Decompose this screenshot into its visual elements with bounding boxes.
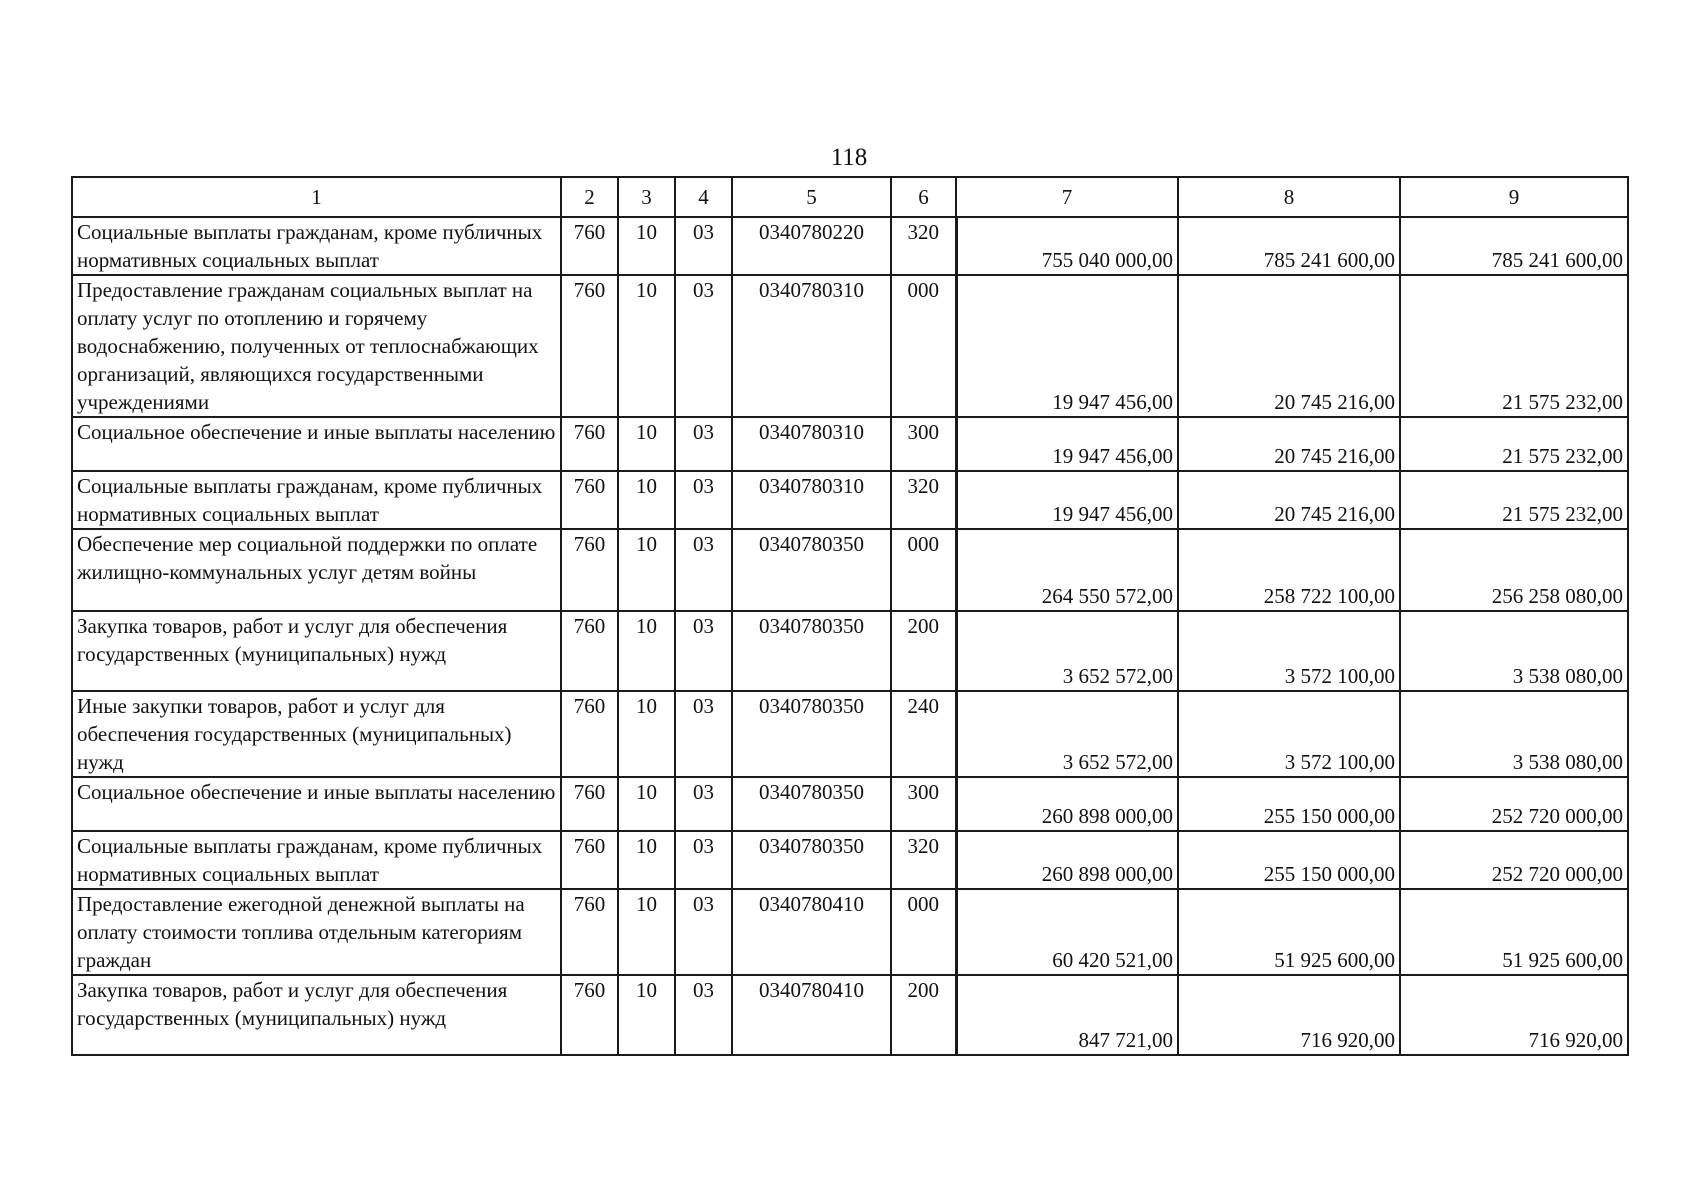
amount-year1-cell: 260 898 000,00 — [956, 777, 1178, 831]
header-cell: 4 — [675, 177, 732, 217]
header-cell: 3 — [618, 177, 675, 217]
table-body — [72, 217, 1628, 1055]
amount-year3-cell: 252 720 000,00 — [1400, 777, 1628, 831]
ministry-code-cell: 760 — [561, 275, 618, 417]
subsection-code-cell: 03 — [675, 831, 732, 889]
row-name-cell: Предоставление гражданам социальных выплат на оплату услуг по отоплению и горячему водоснабжению, полученных от теплоснабжающих организаций, являющихся государственными учреждениями — [72, 275, 561, 417]
amount-year3-cell: 716 920,00 — [1400, 975, 1628, 1055]
header-cell: 8 — [1178, 177, 1400, 217]
section-code-cell: 10 — [618, 831, 675, 889]
row-name-cell: Закупка товаров, работ и услуг для обеспечения государственных (муниципальных) нужд — [72, 611, 561, 691]
expense-type-cell: 000 — [891, 889, 956, 975]
amount-year1-cell: 260 898 000,00 — [956, 831, 1178, 889]
budget-table — [71, 176, 1629, 1056]
table-row — [72, 417, 1628, 471]
amount-year2-cell: 255 150 000,00 — [1178, 777, 1400, 831]
ministry-code-cell: 760 — [561, 831, 618, 889]
header-cell: 5 — [732, 177, 891, 217]
subsection-code-cell: 03 — [675, 417, 732, 471]
header-cell: 2 — [561, 177, 618, 217]
amount-year3-cell: 252 720 000,00 — [1400, 831, 1628, 889]
ministry-code-cell: 760 — [561, 777, 618, 831]
section-code-cell: 10 — [618, 275, 675, 417]
row-name-cell: Социальные выплаты гражданам, кроме публичных нормативных социальных выплат — [72, 831, 561, 889]
target-article-cell: 0340780350 — [732, 611, 891, 691]
subsection-code-cell: 03 — [675, 471, 732, 529]
section-code-cell: 10 — [618, 777, 675, 831]
row-name-cell: Иные закупки товаров, работ и услуг для обеспечения государственных (муниципальных) нужд — [72, 691, 561, 777]
ministry-code-cell: 760 — [561, 691, 618, 777]
expense-type-cell: 200 — [891, 975, 956, 1055]
amount-year1-cell: 755 040 000,00 — [956, 217, 1178, 275]
table-row — [72, 889, 1628, 975]
amount-year2-cell: 785 241 600,00 — [1178, 217, 1400, 275]
target-article-cell: 0340780310 — [732, 275, 891, 417]
amount-year2-cell: 20 745 216,00 — [1178, 471, 1400, 529]
amount-year1-cell: 3 652 572,00 — [956, 691, 1178, 777]
section-code-cell: 10 — [618, 217, 675, 275]
row-name-cell: Социальные выплаты гражданам, кроме публичных нормативных социальных выплат — [72, 471, 561, 529]
target-article-cell: 0340780350 — [732, 777, 891, 831]
amount-year3-cell: 21 575 232,00 — [1400, 471, 1628, 529]
row-name-cell: Социальное обеспечение и иные выплаты населению — [72, 417, 561, 471]
expense-type-cell: 320 — [891, 217, 956, 275]
amount-year3-cell: 3 538 080,00 — [1400, 611, 1628, 691]
amount-year1-cell: 19 947 456,00 — [956, 417, 1178, 471]
amount-year3-cell: 3 538 080,00 — [1400, 691, 1628, 777]
amount-year2-cell: 20 745 216,00 — [1178, 417, 1400, 471]
amount-year3-cell: 785 241 600,00 — [1400, 217, 1628, 275]
header-cell: 6 — [891, 177, 956, 217]
subsection-code-cell: 03 — [675, 889, 732, 975]
target-article-cell: 0340780410 — [732, 975, 891, 1055]
amount-year1-cell: 264 550 572,00 — [956, 529, 1178, 611]
target-article-cell: 0340780350 — [732, 529, 891, 611]
subsection-code-cell: 03 — [675, 529, 732, 611]
expense-type-cell: 320 — [891, 831, 956, 889]
table-row — [72, 691, 1628, 777]
section-code-cell: 10 — [618, 611, 675, 691]
header-cell: 7 — [956, 177, 1178, 217]
header-cell: 1 — [72, 177, 561, 217]
ministry-code-cell: 760 — [561, 889, 618, 975]
table-row — [72, 217, 1628, 275]
amount-year1-cell: 19 947 456,00 — [956, 471, 1178, 529]
table-row — [72, 831, 1628, 889]
section-code-cell: 10 — [618, 471, 675, 529]
section-code-cell: 10 — [618, 889, 675, 975]
amount-year3-cell: 51 925 600,00 — [1400, 889, 1628, 975]
amount-year3-cell: 256 258 080,00 — [1400, 529, 1628, 611]
header-row — [72, 177, 1628, 217]
amount-year1-cell: 60 420 521,00 — [956, 889, 1178, 975]
ministry-code-cell: 760 — [561, 471, 618, 529]
subsection-code-cell: 03 — [675, 777, 732, 831]
ministry-code-cell: 760 — [561, 217, 618, 275]
table-row — [72, 471, 1628, 529]
amount-year3-cell: 21 575 232,00 — [1400, 417, 1628, 471]
expense-type-cell: 300 — [891, 777, 956, 831]
ministry-code-cell: 760 — [561, 417, 618, 471]
subsection-code-cell: 03 — [675, 217, 732, 275]
expense-type-cell: 000 — [891, 529, 956, 611]
target-article-cell: 0340780350 — [732, 831, 891, 889]
section-code-cell: 10 — [618, 529, 675, 611]
table-row — [72, 975, 1628, 1055]
subsection-code-cell: 03 — [675, 975, 732, 1055]
row-name-cell: Закупка товаров, работ и услуг для обеспечения государственных (муниципальных) нужд — [72, 975, 561, 1055]
amount-year1-cell: 847 721,00 — [956, 975, 1178, 1055]
table-row — [72, 777, 1628, 831]
section-code-cell: 10 — [618, 417, 675, 471]
amount-year2-cell: 716 920,00 — [1178, 975, 1400, 1055]
subsection-code-cell: 03 — [675, 611, 732, 691]
amount-year2-cell: 51 925 600,00 — [1178, 889, 1400, 975]
expense-type-cell: 300 — [891, 417, 956, 471]
row-name-cell: Обеспечение мер социальной поддержки по оплате жилищно-коммунальных услуг детям войны — [72, 529, 561, 611]
subsection-code-cell: 03 — [675, 691, 732, 777]
expense-type-cell: 200 — [891, 611, 956, 691]
amount-year1-cell: 19 947 456,00 — [956, 275, 1178, 417]
table-row — [72, 275, 1628, 417]
ministry-code-cell: 760 — [561, 529, 618, 611]
target-article-cell: 0340780310 — [732, 471, 891, 529]
expense-type-cell: 240 — [891, 691, 956, 777]
amount-year3-cell: 21 575 232,00 — [1400, 275, 1628, 417]
table-row — [72, 611, 1628, 691]
amount-year2-cell: 258 722 100,00 — [1178, 529, 1400, 611]
section-code-cell: 10 — [618, 691, 675, 777]
amount-year2-cell: 255 150 000,00 — [1178, 831, 1400, 889]
row-name-cell: Социальные выплаты гражданам, кроме публичных нормативных социальных выплат — [72, 217, 561, 275]
expense-type-cell: 320 — [891, 471, 956, 529]
amount-year1-cell: 3 652 572,00 — [956, 611, 1178, 691]
ministry-code-cell: 760 — [561, 975, 618, 1055]
amount-year2-cell: 3 572 100,00 — [1178, 691, 1400, 777]
ministry-code-cell: 760 — [561, 611, 618, 691]
header-cell: 9 — [1400, 177, 1628, 217]
section-code-cell: 10 — [618, 975, 675, 1055]
row-name-cell: Социальное обеспечение и иные выплаты населению — [72, 777, 561, 831]
amount-year2-cell: 20 745 216,00 — [1178, 275, 1400, 417]
target-article-cell: 0340780350 — [732, 691, 891, 777]
target-article-cell: 0340780310 — [732, 417, 891, 471]
row-name-cell: Предоставление ежегодной денежной выплаты на оплату стоимости топлива отдельным категориям граждан — [72, 889, 561, 975]
amount-year2-cell: 3 572 100,00 — [1178, 611, 1400, 691]
table-row — [72, 529, 1628, 611]
subsection-code-cell: 03 — [675, 275, 732, 417]
target-article-cell: 0340780220 — [732, 217, 891, 275]
target-article-cell: 0340780410 — [732, 889, 891, 975]
page-number: 118 — [830, 144, 868, 171]
expense-type-cell: 000 — [891, 275, 956, 417]
